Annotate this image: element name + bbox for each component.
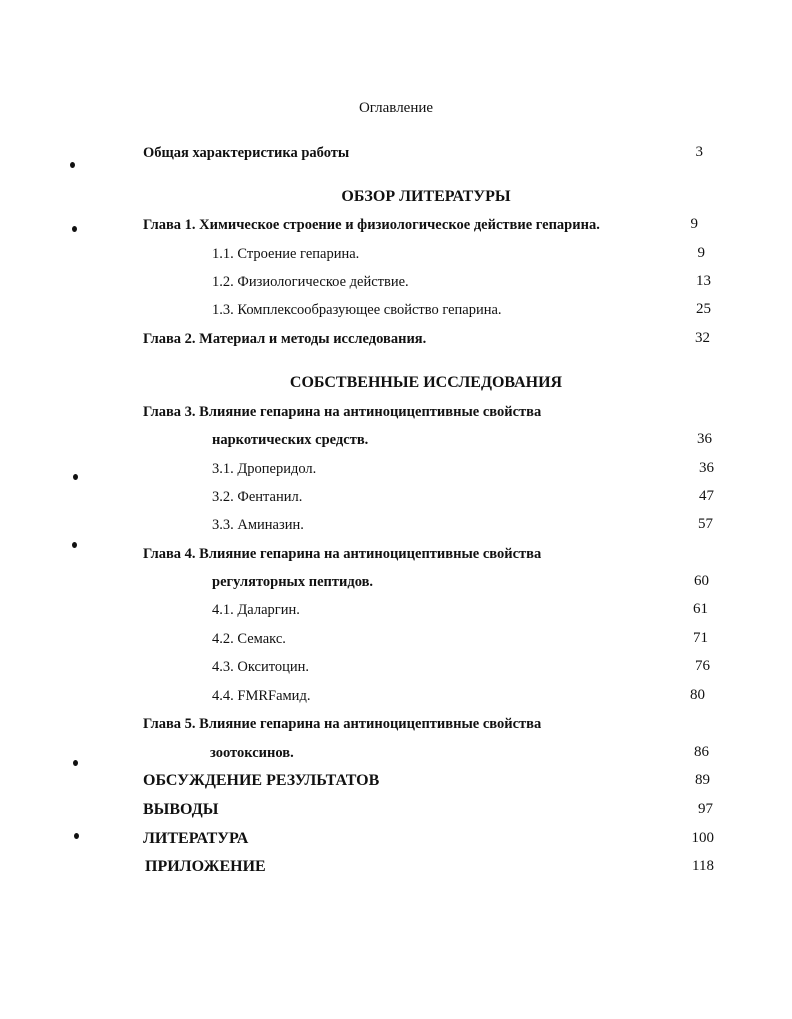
toc-entry-text: регуляторных пептидов. [212,574,374,590]
toc-entry-text: 1.1. Строение гепарина. [212,246,360,262]
toc-entry-text: наркотических средств. [212,432,369,448]
toc-entry-page: 100 [691,830,714,846]
toc-entry-page: 25 [696,301,711,317]
toc-entry-text: ВЫВОДЫ [143,801,219,818]
toc-entry-page: 61 [693,601,708,617]
toc-entry-text: Глава 5. Влияние гепарина на антиноцицептивные свойства [143,716,542,732]
toc-entry-text: зоотоксинов. [210,745,294,761]
toc-entry-page: 36 [699,460,714,476]
toc-entry-text: ЛИТЕРАТУРА [143,830,249,847]
section-heading-own-research: СОБСТВЕННЫЕ ИССЛЕДОВАНИЯ [289,374,563,391]
toc-entry-page: 47 [699,488,714,504]
toc-entry-text: Глава 4. Влияние гепарина на антиноцицептивные свойства [143,546,542,562]
toc-entry-page: 86 [694,744,709,760]
scan-mark [74,833,79,839]
toc-entry-page: 97 [698,801,713,817]
toc-entry-page: 80 [690,687,705,703]
page-title: Оглавление [358,100,434,116]
toc-entry-text: Глава 1. Химическое строение и физиологическое действие гепарина. [143,217,600,233]
section-heading-review: ОБЗОР ЛИТЕРАТУРЫ [341,188,511,205]
toc-entry-text: 4.1. Даларгин. [212,602,300,618]
toc-entry-page: 13 [696,273,711,289]
toc-entry-page: 89 [695,772,710,788]
toc-entry-page: 32 [695,330,710,346]
scan-mark [72,226,77,232]
toc-entry-page: 60 [694,573,709,589]
toc-entry-text: Глава 2. Материал и методы исследования. [143,331,427,347]
scan-mark [73,474,78,480]
toc-entry-text: Общая характеристика работы [143,145,350,161]
toc-entry-page: 118 [692,858,714,874]
toc-entry-text: 4.2. Семакс. [212,631,286,647]
toc-entry-text: 1.3. Комплексообразующее свойство гепарина. [212,302,502,318]
toc-entry-text: 4.3. Окситоцин. [212,659,310,675]
toc-entry-text: 3.3. Аминазин. [212,517,304,533]
toc-entry-page: 3 [695,144,703,160]
toc-entry-text: ОБСУЖДЕНИЕ РЕЗУЛЬТАТОВ [143,772,380,789]
toc-entry-page: 9 [697,245,705,261]
toc-entry-text: Глава 3. Влияние гепарина на антиноцицептивные свойства [143,404,542,420]
toc-entry-page: 57 [698,516,713,532]
toc-entry-page: 9 [690,216,698,232]
toc-entry-text: 3.2. Фентанил. [212,489,303,505]
toc-entry-text: 4.4. FMRFамид. [212,688,311,704]
scan-mark [70,162,75,168]
toc-entry-text: 1.2. Физиологическое действие. [212,274,409,290]
scan-mark [73,760,78,766]
scan-mark [72,542,77,548]
toc-entry-page: 36 [697,431,712,447]
toc-entry-page: 76 [695,658,710,674]
toc-entry-text: ПРИЛОЖЕНИЕ [145,858,266,875]
toc-entry-page: 71 [693,630,708,646]
toc-entry-text: 3.1. Дроперидол. [212,461,317,477]
